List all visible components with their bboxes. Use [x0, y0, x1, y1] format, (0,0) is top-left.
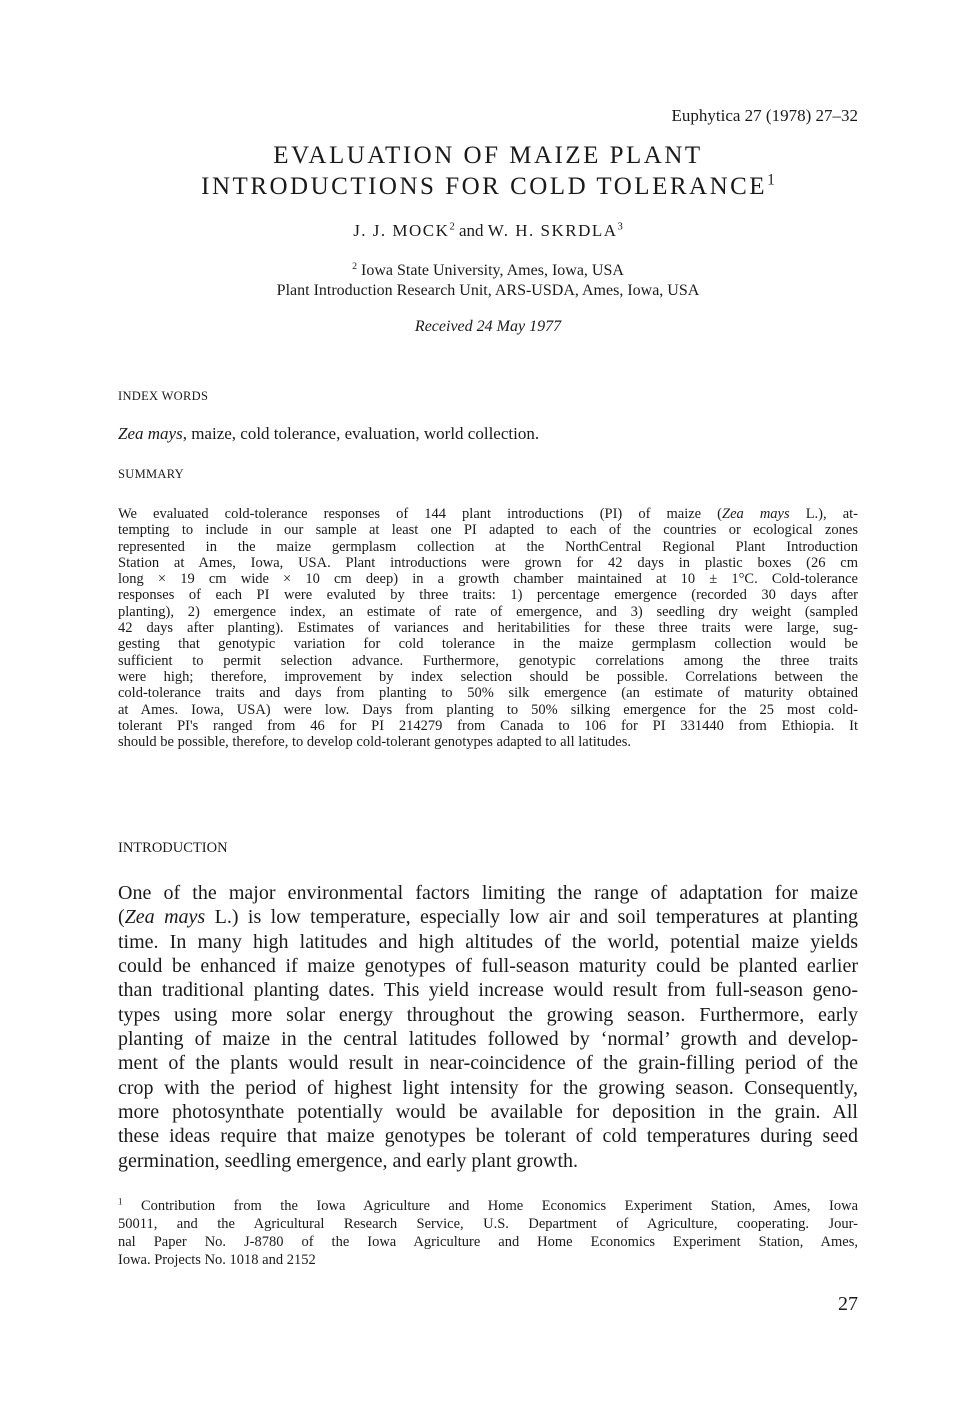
keywords — [118, 424, 539, 444]
affiliations — [0, 261, 976, 301]
text-line — [118, 905, 858, 929]
line-text: should be possible, therefore, to develop cold-tolerant genotypes adapted to all latitudes. — [118, 734, 631, 751]
text-line — [118, 571, 858, 587]
text-line — [118, 506, 858, 522]
text-line — [118, 1051, 858, 1075]
line-text: types using more solar energy throughout the growing season. Furthermore, early — [118, 1003, 858, 1026]
text-line — [118, 1100, 858, 1124]
line-text: 42 days after planting). Estimates of variances and heritabilities for these three traits were large, sug- — [118, 620, 858, 637]
line-text: L.), at- — [789, 506, 858, 522]
text-line — [118, 881, 858, 905]
line-text: time. In many high latitudes and high altitudes of the world, potential maize yields — [118, 930, 858, 953]
line-text: crop with the period of highest light intensity for the growing season. Consequently, — [118, 1076, 858, 1099]
line-text: responses of each PI were evaluted by three traits: 1) percentage emergence (recorded 30 days after — [118, 587, 858, 604]
text-line — [118, 669, 858, 685]
text-line — [118, 636, 858, 652]
author-line — [0, 221, 976, 241]
text-line — [118, 685, 858, 701]
title-line-2-text: INTRODUCTIONS FOR COLD TOLERANCE — [201, 173, 768, 200]
line-text: tempting to include in our sample at least one PI adapted to each of the countries or ecological zones — [118, 522, 858, 539]
text-line — [118, 734, 858, 750]
journal-reference: Euphytica 27 (1978) 27–32 — [671, 106, 858, 125]
text-line — [118, 1197, 858, 1215]
line-text: these ideas require that maize genotypes be tolerant of cold temperatures during seed — [118, 1125, 858, 1148]
line-text: nal Paper No. J-8780 of the Iowa Agriculture and Home Economics Experiment Station, Ames, — [118, 1234, 858, 1250]
article-title — [0, 140, 976, 202]
author-2-marker: 3 — [617, 221, 623, 233]
text-line — [118, 587, 858, 603]
text-line — [118, 954, 858, 978]
line-text: could be enhanced if maize genotypes of full-season maturity could be planted earlier — [118, 955, 858, 978]
line-text: Iowa. Projects No. 1018 and 2152 — [118, 1252, 316, 1268]
line-text: were high; therefore, improvement by index selection should be possible. Correlations between the — [118, 668, 858, 685]
introduction-heading: INTRODUCTION — [118, 840, 228, 856]
text-line — [118, 718, 858, 734]
text-line — [118, 539, 858, 555]
line-text: more photosynthate potentially would be available for deposition in the grain. All — [118, 1101, 858, 1124]
affiliation-1-text: Iowa State University, Ames, Iowa, USA — [361, 262, 624, 279]
line-text: long × 19 cm wide × 10 cm deep) in a growth chamber maintained at 10 ± 1°C. Cold-tolerance — [118, 571, 858, 588]
affiliation-1-marker: 2 — [352, 261, 358, 273]
footnote — [118, 1197, 858, 1269]
line-text: Station at Ames, Iowa, USA. Plant introductions were grown for 42 days in plastic boxes (26 cm — [118, 554, 858, 571]
affiliation-2: Plant Introduction Research Unit, ARS-USDA, Ames, Iowa, USA — [276, 282, 700, 299]
line-text: One of the major environmental factors limiting the range of adaptation for maize — [118, 882, 858, 904]
text-line — [118, 1076, 858, 1100]
italic-term: Zea mays — [124, 906, 206, 929]
index-words-heading: INDEX WORDS — [118, 389, 209, 403]
line-text: planting), 2) emergence index, an estimate of rate of emergence, and 3) seedling dry weight (sampled — [118, 603, 858, 620]
text-line — [118, 604, 858, 620]
text-line — [118, 930, 858, 954]
text-line — [118, 1003, 858, 1027]
affiliation-1 — [0, 261, 976, 281]
text-line — [118, 1233, 858, 1251]
text-line — [118, 1215, 858, 1233]
keyword-species: Zea mays — [118, 424, 183, 443]
italic-term: Zea mays — [722, 506, 790, 522]
line-text: sufficient to permit selection advance. Furthermore, genotypic correlations among the three traits — [118, 652, 858, 669]
line-text: ment of the plants would result in near-coincidence of the grain-filling period of the — [118, 1052, 858, 1075]
summary-heading: SUMMARY — [118, 467, 185, 481]
line-text: We evaluated cold-tolerance responses of 144 plant introductions (PI) of maize ( — [118, 506, 722, 522]
footnote-marker: 1 — [118, 1196, 123, 1207]
text-line — [118, 978, 858, 1002]
text-line — [118, 702, 858, 718]
line-text: tolerant PI's ranged from 46 for PI 214279 from Canada to 106 for PI 331440 from Ethiopia. It — [118, 717, 858, 734]
line-text: cold-tolerance traits and days from planting to 50% silk emergence (an estimate of maturity obtained — [118, 685, 858, 702]
line-text: gesting that genotypic variation for cold tolerance in the maize germplasm collection would be — [118, 636, 858, 653]
text-line — [118, 1027, 858, 1051]
text-line — [118, 522, 858, 538]
line-text: 50011, and the Agricultural Research Service, U.S. Department of Agriculture, cooperating. Jour- — [118, 1216, 858, 1232]
title-line-1: EVALUATION OF MAIZE PLANT — [273, 142, 703, 169]
author-1: J. J. MOCK — [353, 221, 450, 240]
line-text: L.) is low temperature, especially low air and soil temperatures at planting — [205, 906, 858, 929]
text-line — [118, 555, 858, 571]
line-text: planting of maize in the central latitudes followed by ‘normal’ growth and develop- — [118, 1028, 858, 1051]
line-text: Contribution from the Iowa Agriculture and Home Economics Experiment Station, Ames, Iowa — [140, 1198, 858, 1214]
text-line — [118, 1251, 858, 1269]
line-text: at Ames. Iowa, USA) were low. Days from planting to 50% silking emergence for the 25 most cold- — [118, 701, 858, 718]
author-2: W. H. SKRDLA — [487, 221, 618, 240]
line-text: germination, seedling emergence, and early plant growth. — [118, 1149, 579, 1172]
text-line — [118, 653, 858, 669]
summary-text — [118, 506, 858, 750]
received-date: Received 24 May 1977 — [414, 318, 562, 335]
line-text: than traditional planting dates. This yield increase would result from full-season geno- — [118, 979, 858, 1002]
title-footnote-marker: 1 — [767, 171, 775, 189]
line-text: represented in the maize germplasm collection at the NorthCentral Regional Plant Introduction — [118, 538, 858, 555]
text-line — [118, 1149, 858, 1173]
title-line-2 — [0, 171, 976, 202]
introduction-text — [118, 881, 858, 1173]
keyword-list: , maize, cold tolerance, evaluation, world collection. — [182, 424, 540, 443]
line-text: ( — [118, 906, 125, 929]
page-number: 27 — [838, 1293, 858, 1315]
text-line — [118, 620, 858, 636]
author-conjunction: and — [458, 221, 484, 240]
text-line — [118, 1124, 858, 1148]
author-1-marker: 2 — [449, 221, 455, 233]
